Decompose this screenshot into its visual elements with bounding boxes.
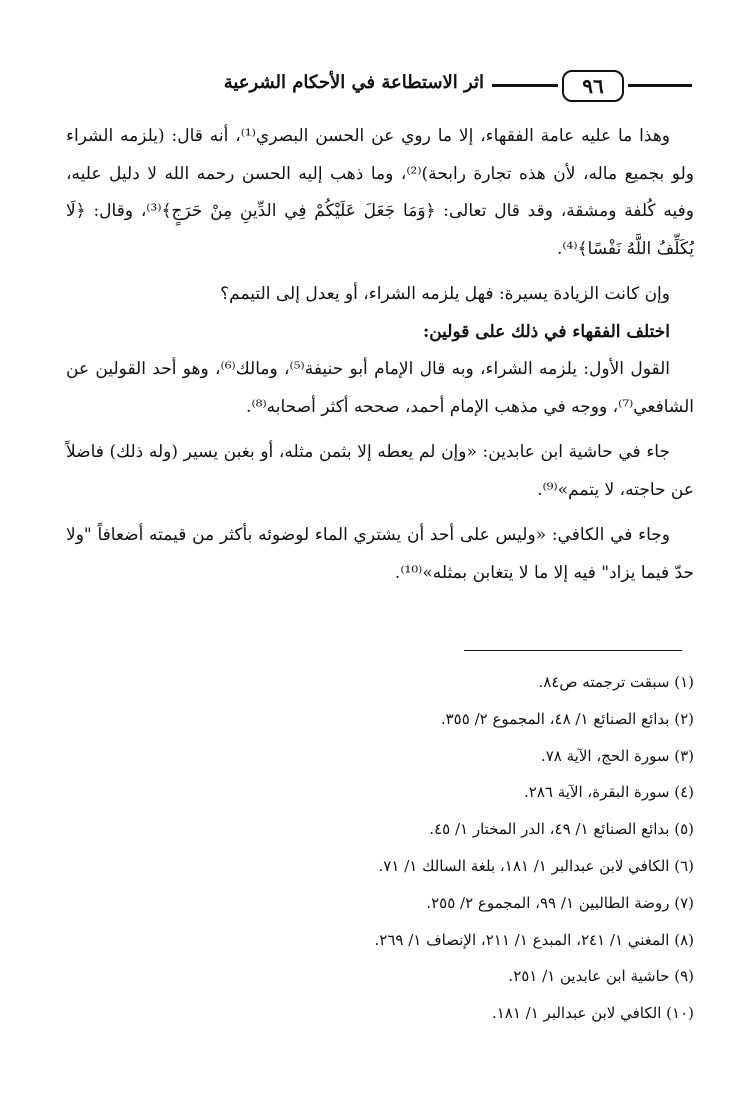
page-header	[56, 66, 692, 106]
paragraph-5: جاء في حاشية ابن عابدين: «وإن لم يعطه إلا بثمن مثله، أو بغبن يسير (وله ذلك) فاضلاً عن حاجته، لا يتمم»⁽⁹⁾.	[66, 442, 694, 500]
running-title: اثر الاستطاعة في الأحكام الشرعية	[223, 72, 484, 93]
paragraph-3: اختلف الفقهاء في ذلك على قولين:	[422, 321, 670, 342]
main-text	[66, 118, 694, 592]
paragraph-2: وإن كانت الزيادة يسيرة: فهل يلزمه الشراء، أو يعدل إلى التيمم؟	[220, 284, 670, 304]
footnote-10: (١٠) الكافي لابن عبدالبر ١/ ١٨١.	[491, 1004, 694, 1023]
footnote-7: (٧) روضة الطالبين ١/ ٩٩، المجموع ٢/ ٢٥٥.	[426, 893, 694, 912]
page-number: ٩٦	[562, 70, 624, 102]
footnote-6: (٦) الكافي لابن عبدالبر ١/ ١٨١، بلغة السالك ١/ ٧١.	[378, 856, 694, 875]
footnote-1: (١) سبقت ترجمته ص٨٤.	[538, 673, 694, 691]
paragraph-6: وجاء في الكافي: «وليس على أحد أن يشتري الماء لوضوئه بأكثر من قيمته أضعافاً "ولا حدّ فيما يزاد" فيه إلا ما لا يتغابن بمثله»⁽¹⁰⁾.	[66, 525, 694, 583]
footnote-9: (٩) حاشية ابن عابدين ١/ ٢٥١.	[508, 967, 694, 986]
footnote-5: (٥) بدائع الصنائع ١/ ٤٩، الدر المختار ١/ ٤٥.	[429, 820, 694, 839]
paragraph-4: القول الأول: يلزمه الشراء، وبه قال الإمام أبو حنيفة⁽⁵⁾، ومالك⁽⁶⁾، وهو أحد القولين عن الشافعي⁽⁷⁾، ووجه في مذهب الإمام أحمد، صححه أكثر أصحابه⁽⁸⁾.	[66, 359, 694, 417]
footnote-separator	[464, 650, 682, 651]
paragraph-1: وهذا ما عليه عامة الفقهاء، إلا ما روي عن الحسن البصري⁽¹⁾، أنه قال: (يلزمه الشراء ولو بجميع ماله، لأن هذه تجارة رابحة)⁽²⁾، وما ذهب إليه الحسن رحمه الله لا دليل عليه، وفيه كُلفة ومشقة، وقد قال تعالى: ﴿وَمَا جَعَلَ عَلَيْكُمْ فِي الدِّينِ مِنْ حَرَجٍ﴾⁽³⁾، وقال: ﴿لَا يُكَلِّفُ اللَّهُ نَفْسًا﴾⁽⁴⁾.	[66, 126, 694, 259]
footnote-8: (٨) المغني ١/ ٢٤١، المبدع ١/ ٢١١، الإنصاف ١/ ٢٦٩.	[374, 930, 694, 949]
footnote-3: (٣) سورة الحج، الآية ٧٨.	[540, 746, 694, 765]
header-rule-middle	[492, 84, 558, 87]
footnote-2: (٢) بدائع الصنائع ١/ ٤٨، المجموع ٢/ ٣٥٥.	[440, 709, 694, 728]
header-rule-right	[628, 84, 692, 87]
footnote-4: (٤) سورة البقرة، الآية ٢٨٦.	[524, 783, 694, 802]
footnotes	[66, 664, 694, 1032]
